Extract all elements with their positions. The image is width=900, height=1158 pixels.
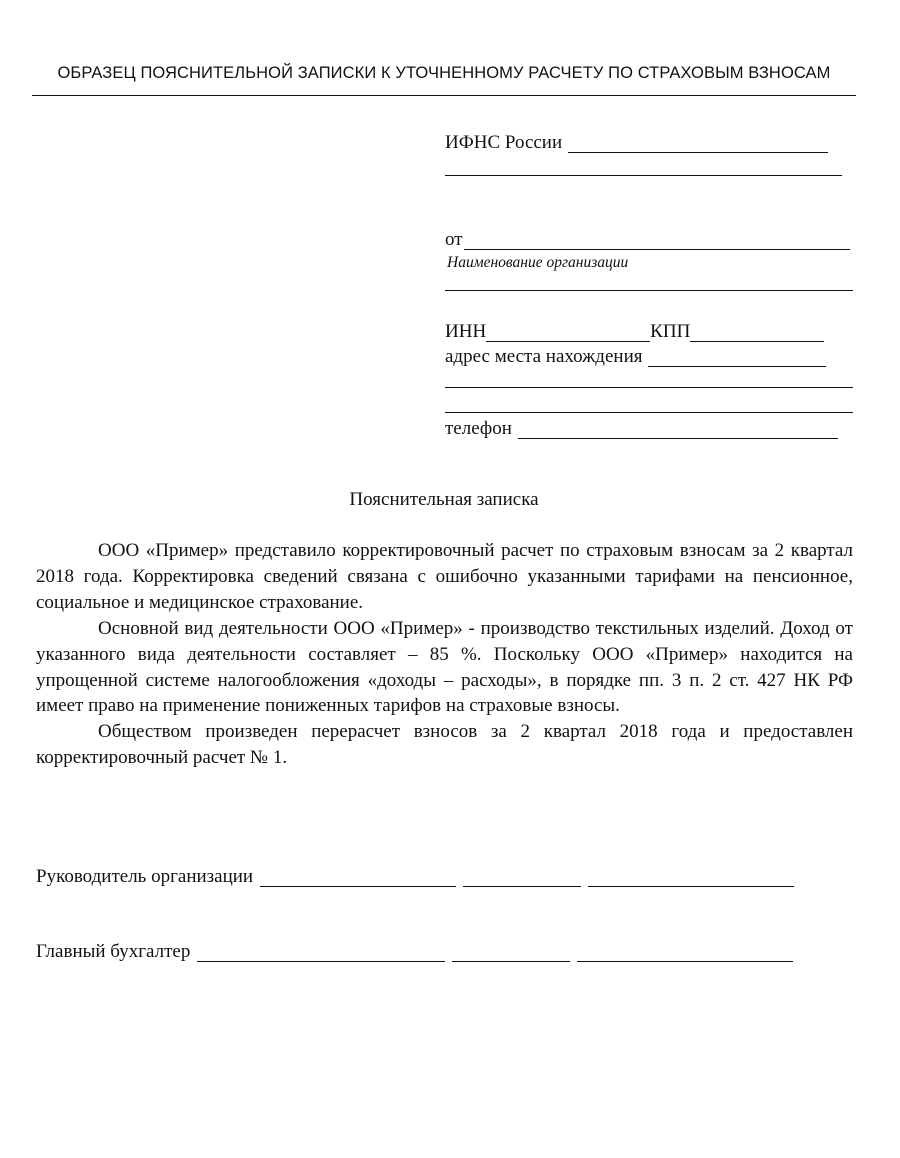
accountant-signature-field[interactable] (452, 943, 570, 962)
accountant-label: Главный бухгалтер (36, 941, 191, 962)
accountant-position-field[interactable] (197, 943, 445, 962)
address-field[interactable] (648, 348, 826, 367)
document-heading: ОБРАЗЕЦ ПОЯСНИТЕЛЬНОЙ ЗАПИСКИ К УТОЧНЕННОМУ РАСЧЕТУ ПО СТРАХОВЫМ ВЗНОСАМ (57, 64, 831, 82)
address-field-third-line[interactable] (445, 412, 853, 413)
inn-label: ИНН (445, 321, 487, 342)
address-line (445, 346, 826, 368)
note-paragraph-1: ООО «Пример» представило корректировочный расчет по страховым взносам за 2 квартал 2018 года. Корректировка сведений связана с ошибочно указанными тарифами на пенсионное, социальное и медицинское страхование. (36, 540, 853, 613)
address-label: адрес места нахождения (445, 346, 643, 367)
ifns-field-second-line[interactable] (445, 175, 842, 176)
phone-field[interactable] (518, 420, 838, 439)
accountant-name-field[interactable] (577, 943, 793, 962)
heading-underline (32, 95, 856, 96)
ifns-label: ИФНС России (445, 132, 563, 153)
inn-kpp-line (445, 321, 824, 343)
from-label: от (445, 229, 463, 250)
organization-name-caption: Наименование организации (447, 254, 629, 271)
note-body (36, 538, 853, 771)
ifns-line (445, 132, 828, 154)
note-paragraph-3: Обществом произведен перерасчет взносов за 2 квартал 2018 года и предоставлен корректировочный расчет № 1. (36, 721, 853, 769)
ifns-field[interactable] (568, 134, 828, 153)
organization-name-second-line[interactable] (445, 290, 853, 291)
kpp-field[interactable] (690, 323, 824, 342)
note-title: Пояснительная записка (349, 489, 539, 510)
head-name-field[interactable] (588, 868, 794, 887)
kpp-label: КПП (650, 321, 691, 342)
from-line (445, 229, 850, 251)
address-field-second-line[interactable] (445, 387, 853, 388)
accountant-signature-line (36, 941, 793, 963)
phone-line (445, 418, 838, 440)
head-signature-field[interactable] (463, 868, 581, 887)
head-position-field[interactable] (260, 868, 456, 887)
note-paragraph-2: Основной вид деятельности ООО «Пример» - производство текстильных изделий. Доход от указанного вида деятельности составляет – 85 %. Поскольку ООО «Пример» находится на упрощенной системе налогообложения «доходы – расходы», в порядке пп. 3 п. 2 ст. 427 НК РФ имеет право на применение пониженных тарифов на страховые взносы. (36, 617, 853, 717)
inn-field[interactable] (486, 323, 650, 342)
head-signature-line (36, 866, 794, 888)
phone-label: телефон (445, 418, 512, 439)
head-label: Руководитель организации (36, 866, 254, 887)
organization-name-field[interactable] (464, 231, 850, 250)
